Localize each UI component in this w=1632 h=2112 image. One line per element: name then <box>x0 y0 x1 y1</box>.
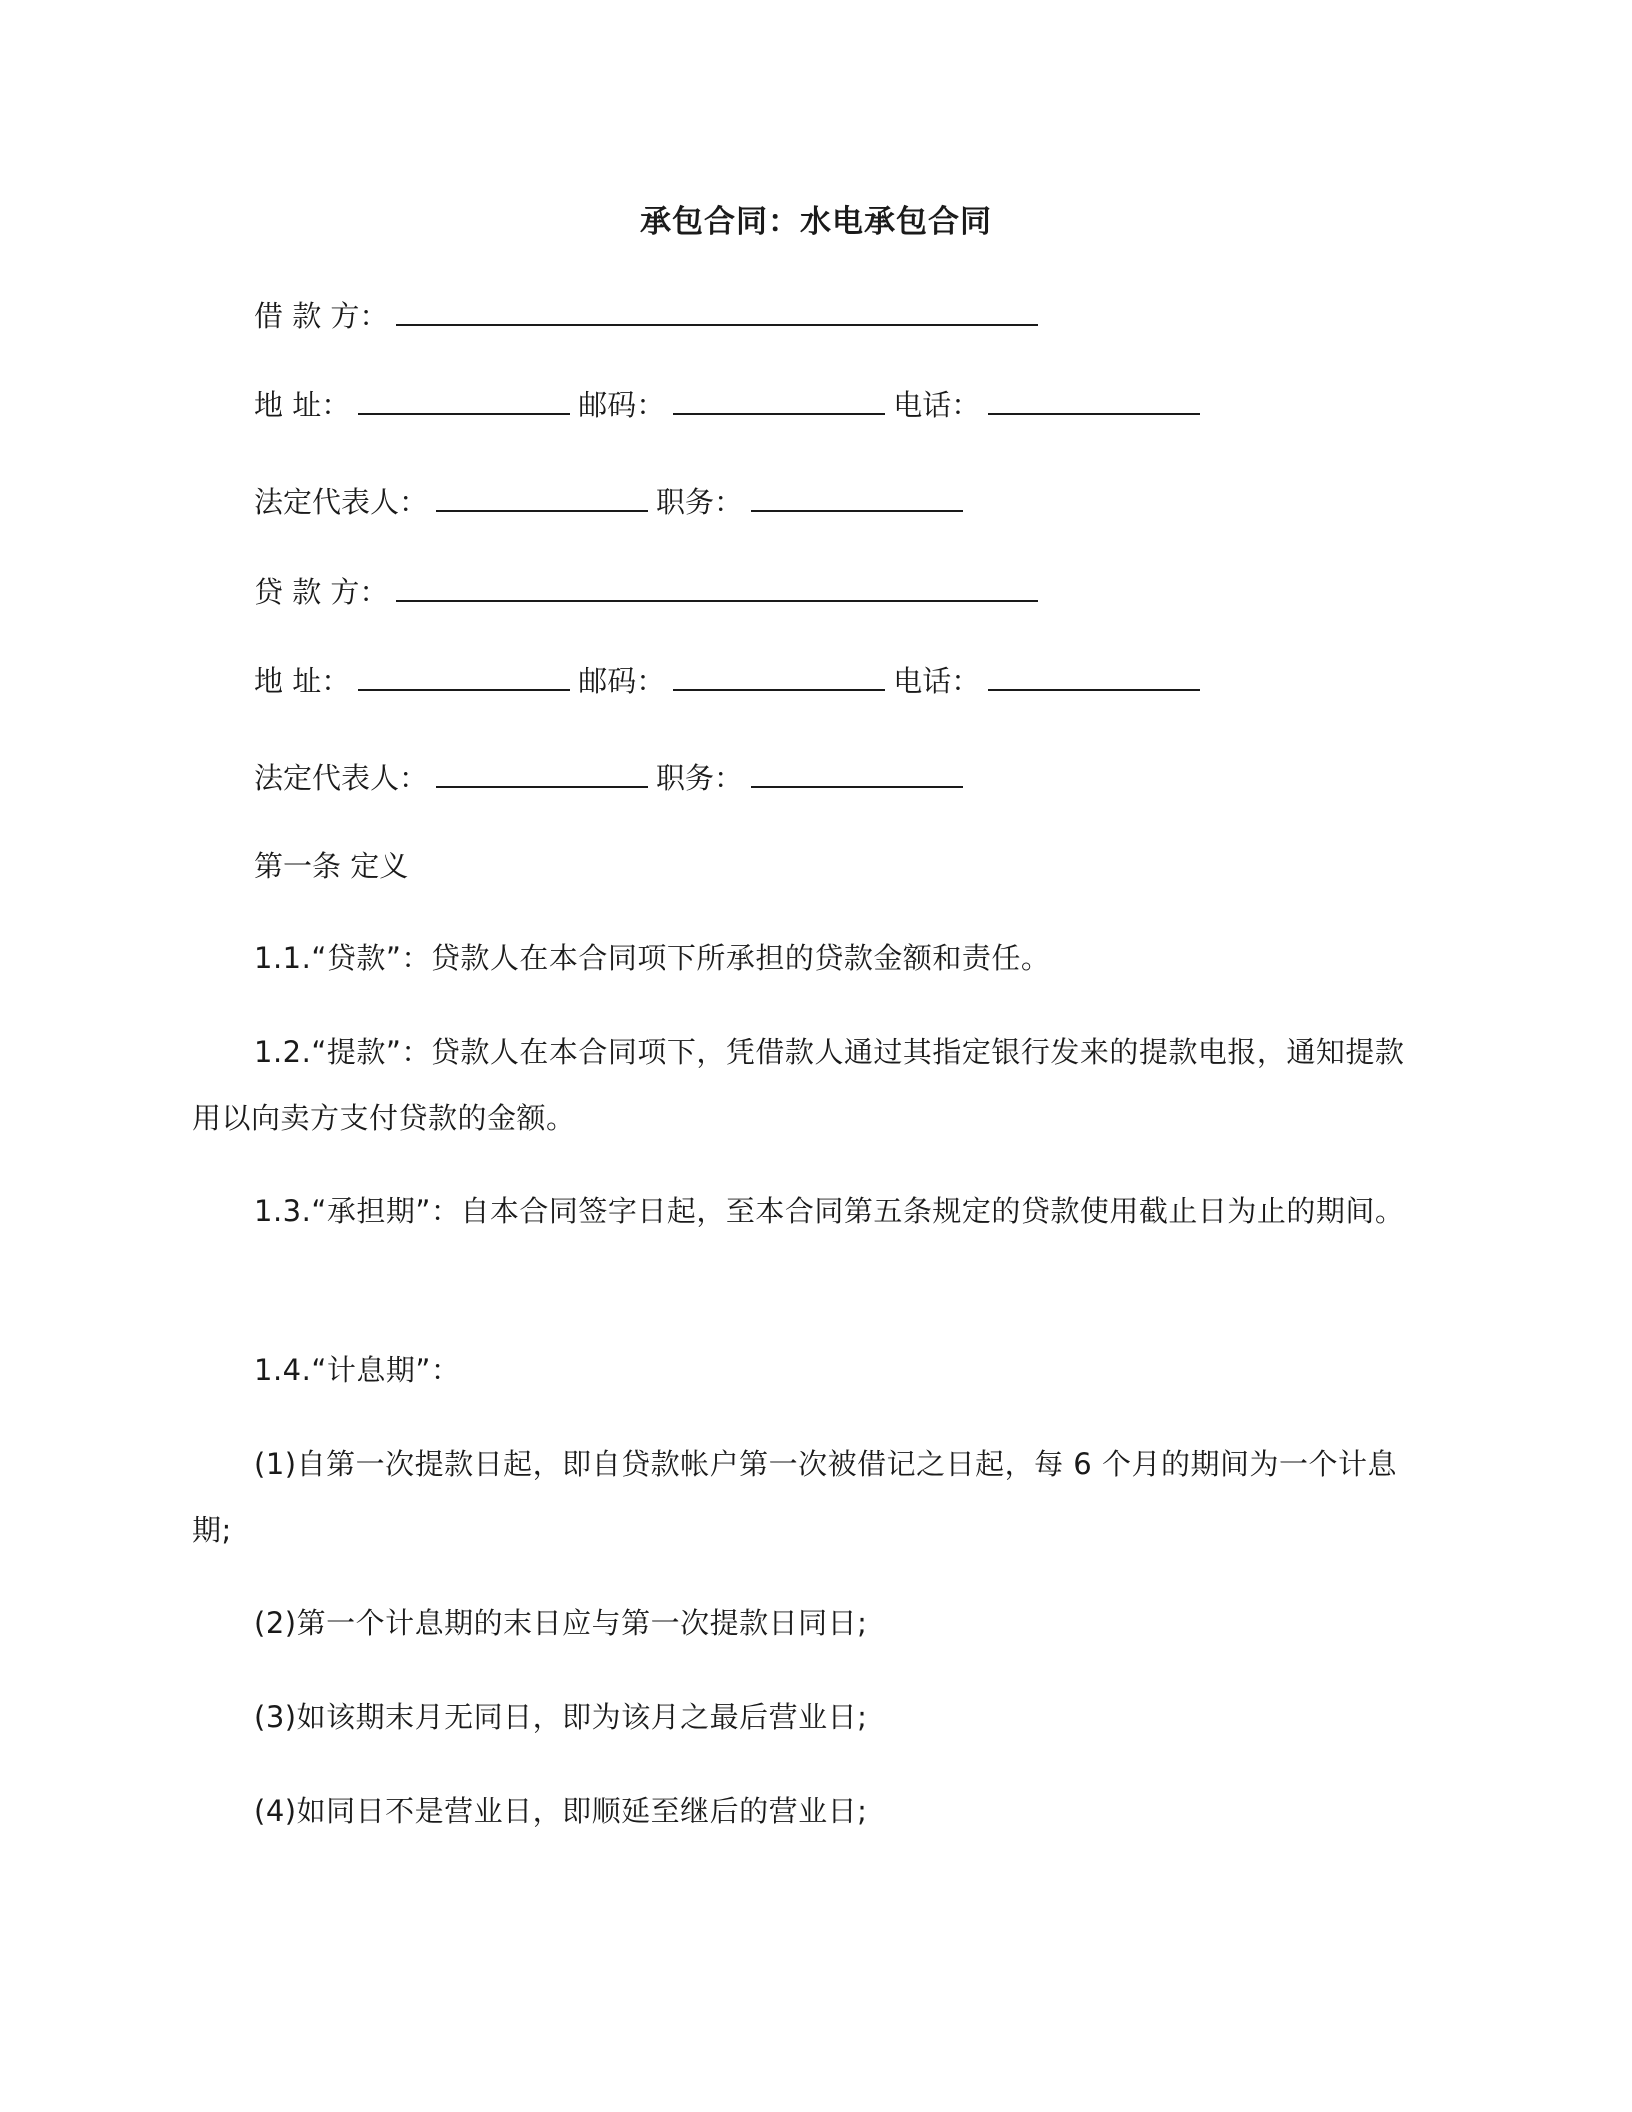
borrower-postcode-blank[interactable] <box>673 387 885 415</box>
clause-1-4: 1.4.“计息期”： <box>254 1353 461 1387</box>
lender-address-label: 地 址： <box>254 664 351 698</box>
borrower-party-label: 借 款 方： <box>254 299 389 333</box>
lender-name-line <box>254 572 1038 612</box>
clause-1-4-item-1: (1)自第一次提款日起，即自贷款帐户第一次被借记之日起，每 6 个月的期间为一个计息期; <box>192 1447 1397 1547</box>
lender-postcode-blank[interactable] <box>673 663 885 691</box>
lender-rep-blank[interactable] <box>436 760 648 788</box>
lender-address-blank[interactable] <box>358 663 570 691</box>
borrower-name-line <box>254 296 1038 336</box>
borrower-rep-line <box>254 482 963 522</box>
lender-position-blank[interactable] <box>751 760 963 788</box>
clause-1-2: 1.2.“提款”：贷款人在本合同项下，凭借款人通过其指定银行发来的提款电报，通知提款用以向卖方支付贷款的金额。 <box>192 1035 1405 1135</box>
borrower-address-line <box>254 385 1200 425</box>
lender-rep-line <box>254 758 963 798</box>
borrower-phone-blank[interactable] <box>988 387 1200 415</box>
borrower-position-label: 职务： <box>656 485 744 519</box>
borrower-address-label: 地 址： <box>254 388 351 422</box>
borrower-postcode-label: 邮码： <box>578 388 666 422</box>
clause-1-1: 1.1.“贷款”：贷款人在本合同项下所承担的贷款金额和责任。 <box>254 941 1051 975</box>
lender-rep-label: 法定代表人： <box>254 761 429 795</box>
lender-phone-label: 电话： <box>893 664 981 698</box>
borrower-position-blank[interactable] <box>751 484 963 512</box>
borrower-rep-blank[interactable] <box>436 484 648 512</box>
article-heading: 第一条 定义 <box>254 849 409 883</box>
lender-name-blank[interactable] <box>396 574 1038 602</box>
lender-party-label: 贷 款 方： <box>254 575 389 609</box>
clause-1-3: 1.3.“承担期”：自本合同签字日起，至本合同第五条规定的贷款使用截止日为止的期间。 <box>254 1194 1405 1228</box>
borrower-address-blank[interactable] <box>358 387 570 415</box>
clause-1-4-item-3: (3)如该期末月无同日，即为该月之最后营业日; <box>254 1700 868 1734</box>
borrower-rep-label: 法定代表人： <box>254 485 429 519</box>
lender-postcode-label: 邮码： <box>578 664 666 698</box>
lender-phone-blank[interactable] <box>988 663 1200 691</box>
clause-1-4-item-4: (4)如同日不是营业日，即顺延至继后的营业日; <box>254 1794 868 1828</box>
clause-1-4-item-2: (2)第一个计息期的末日应与第一次提款日同日; <box>254 1606 868 1640</box>
borrower-name-blank[interactable] <box>396 298 1038 326</box>
lender-position-label: 职务： <box>656 761 744 795</box>
lender-address-line <box>254 661 1200 701</box>
document-title: 承包合同：水电承包合同 <box>640 204 992 240</box>
borrower-phone-label: 电话： <box>893 388 981 422</box>
